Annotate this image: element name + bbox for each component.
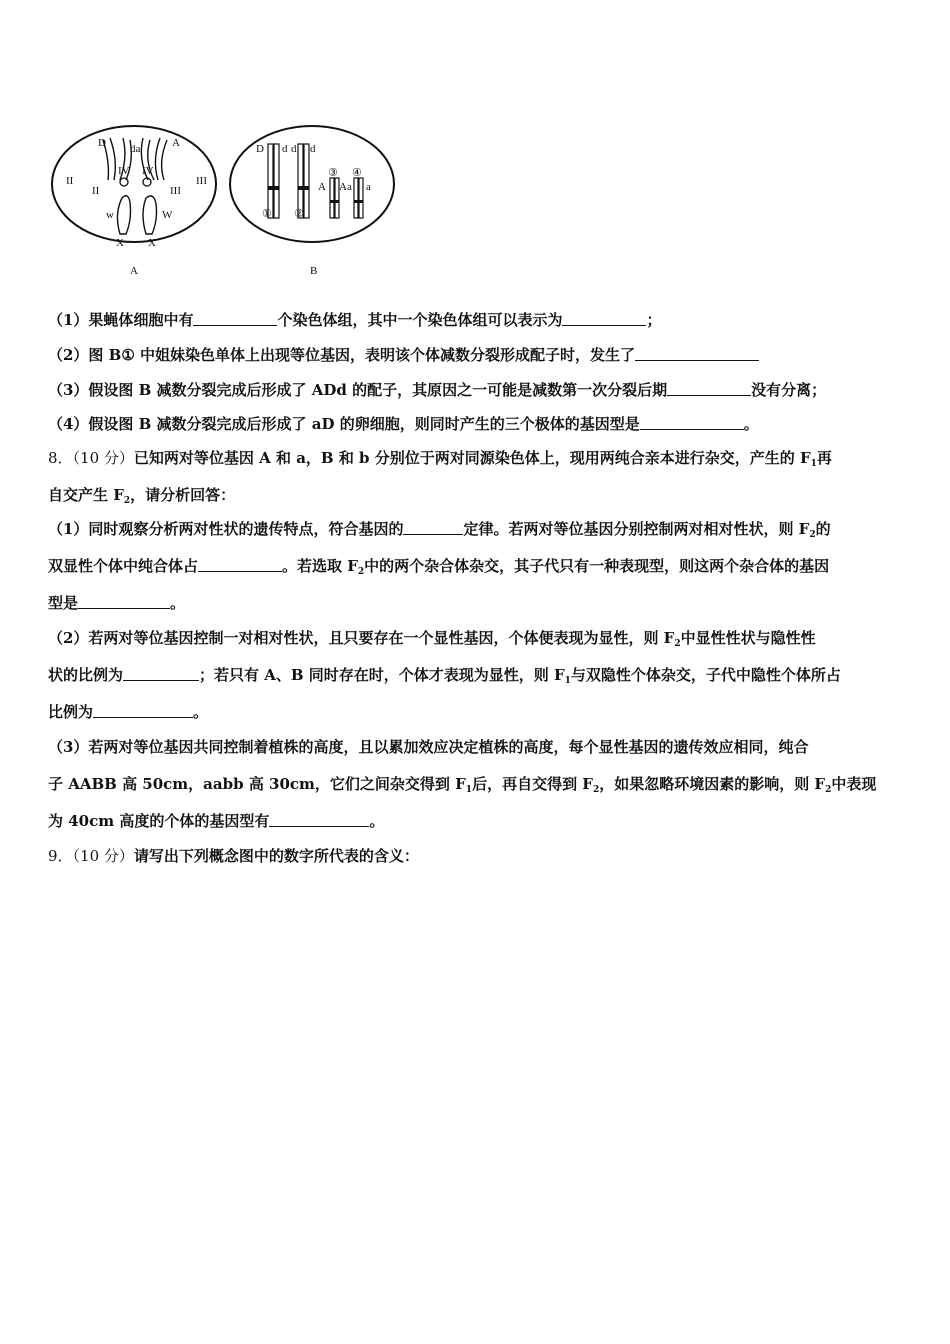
b-label-d2: d: [291, 143, 297, 155]
b-label-c1: ①: [262, 208, 272, 220]
q8-number: 8．（10 分）: [48, 449, 134, 467]
b-label-Aa: Aa: [339, 181, 352, 193]
a-label-A: A: [172, 137, 180, 149]
q7-part4: （4）假设图 B 减数分裂完成后形成了 aD 的卵细胞，则同时产生的三个极体的基因型是 。: [48, 415, 759, 433]
b-label-d3: d: [310, 143, 316, 155]
q7-part2: （2）图 B① 中姐妹染色单体上出现等位基因，表明该个体减数分裂形成配子时，发生了: [48, 345, 918, 365]
b-label-A: A: [318, 181, 326, 193]
answer-blank[interactable]: [667, 381, 751, 396]
a-label-X-left: X: [116, 237, 124, 249]
a-label-w-left: w: [106, 209, 114, 221]
chromosome-diagram: [48, 122, 408, 284]
chromosome-figure: [48, 122, 408, 284]
a-label-da: da: [130, 143, 141, 155]
answer-blank[interactable]: [198, 557, 282, 572]
q8-intro-line2: 自交产生 $F_2$，请分析回答：: [48, 486, 236, 506]
b-label-c2: ②: [294, 208, 304, 220]
cell-b: [230, 126, 394, 277]
answer-blank[interactable]: [193, 311, 277, 326]
a-label-III-right: III: [196, 175, 207, 187]
q8-part1-line1: （1）同时观察分析两对性状的遗传特点，符合基因的 定律。若两对等位基因分别控制两对相对性状，则 $F_2$的: [48, 520, 831, 540]
a-label-w-right: W: [162, 209, 173, 221]
q9-line: 9．（10 分）请写出下列概念图中的数字所代表的含义：: [48, 847, 419, 865]
q8-part3-line1: （3）若两对等位基因共同控制着植株的高度，且以累加效应决定植株的高度，每个显性基因的遗传效应相同，纯合: [48, 738, 809, 756]
q8-part3-line2: 子 AABB 高 50cm，aabb 高 30cm，它们之间杂交得到 $F_1$后，再自交得到 $F_2$，如果忽略环境因素的影响，则 $F_2$中表现: [48, 775, 877, 795]
answer-blank[interactable]: [93, 703, 193, 718]
b-label-a: a: [366, 181, 371, 193]
b-label-d1: d: [282, 143, 288, 155]
q8-part2-line3: 比例为 。: [48, 703, 209, 721]
answer-blank[interactable]: [78, 594, 170, 609]
answer-blank[interactable]: [403, 520, 463, 535]
a-label-IV-right: IV: [142, 165, 154, 177]
a-label-D: D: [98, 137, 106, 149]
q9-number: 9．（10 分）: [48, 847, 134, 865]
answer-blank[interactable]: [123, 666, 199, 681]
q7-part3: （3）假设图 B 减数分裂完成后形成了 ADd 的配子，其原因之一可能是减数第一次分裂后期 没有分离；: [48, 381, 827, 399]
q8-part2-line1: （2）若两对等位基因控制一对相对性状，且只要存在一个显性基因，个体便表现为显性，则 $F_2$中显性性状与隐性性: [48, 629, 816, 649]
label-b: B: [310, 265, 318, 277]
answer-blank[interactable]: [640, 415, 744, 430]
a-label-II-left: II: [66, 175, 74, 187]
q8-intro-line1: 8．（10 分）已知两对等位基因 A 和 a，B 和 b 分别位于两对同源染色体上，现用两纯合亲本进行杂交，产生的 $F_1$再: [48, 449, 832, 469]
label-a: A: [130, 265, 138, 277]
b-label-D: D: [256, 143, 264, 155]
q7-part1: （1）果蝇体细胞中有 个染色体组，其中一个染色体组可以表示为 ；: [48, 311, 662, 329]
answer-blank[interactable]: [562, 311, 646, 326]
a-label-II-inner: II: [92, 185, 100, 197]
a-label-III-inner: III: [170, 185, 181, 197]
answer-blank[interactable]: [269, 812, 369, 827]
b-label-c3: ③: [328, 167, 338, 179]
b-label-c4: ④: [352, 167, 362, 179]
a-label-X-right: X: [148, 237, 156, 249]
answer-blank[interactable]: [635, 346, 759, 361]
q8-part1-line2: 双显性个体中纯合体占 。若选取 $F_2$中的两个杂合体杂交，其子代只有一种表现型，则这两个杂合体的基因: [48, 557, 830, 577]
cell-a: [52, 126, 216, 277]
q8-part3-line3: 为 40cm 高度的个体的基因型有 。: [48, 812, 385, 830]
q8-part2-line2: 状的比例为 ；若只有 A、B 同时存在时，个体才表现为显性，则 $F_1$与双隐性个体杂交，子代中隐性个体所占: [48, 666, 841, 686]
q8-part1-line3: 型是 。: [48, 594, 186, 612]
a-label-IV-left: IV: [118, 165, 130, 177]
